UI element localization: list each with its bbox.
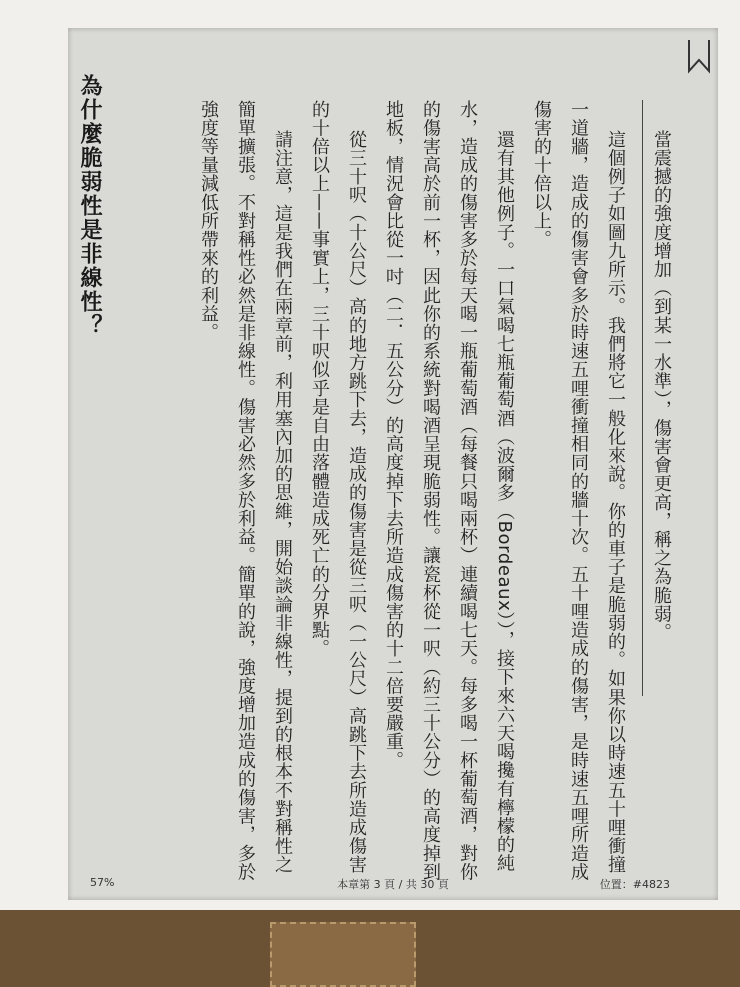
- text-line: 這個例子如圖九所示。我們將它一般化來說。你的車子是脆弱的。如果你以時速五十哩衝撞: [605, 130, 626, 874]
- text-line: 地板，情況會比從一吋（二．五公分）的高度掉下去所造成傷害的十二倍要嚴重。: [383, 100, 404, 770]
- text-line: 從三十呎（十公尺）高的地方跳下去，造成的傷害是從三呎（一公尺）高跳下去所造成傷害: [346, 130, 367, 874]
- text-line: 還有其他例子。一口氣喝七瓶葡萄酒（波爾多（Bordeaux）），接下來六天喝攙有檸檬的純: [494, 130, 515, 873]
- callout-text: 當震撼的強度增加（到某一水準），傷害會更高，稱之為脆弱。: [642, 100, 680, 696]
- text-line: 的十倍以上——事實上，三十呎似乎是自由落體造成死亡的分界點。: [309, 100, 330, 658]
- text-line: 簡單擴張。不對稱性必然是非線性。傷害必然多於利益。簡單的說，強度增加造成的傷害，多於: [235, 100, 256, 882]
- text-line: 的傷害高於前一杯，因此你的系統對喝酒呈現脆弱性。讓瓷杯從一呎（約三十公分）的高度掉到: [420, 100, 441, 882]
- section-heading: 為什麼脆弱性是非線性？: [77, 74, 102, 338]
- text-columns: [190, 100, 680, 900]
- bookmark-icon[interactable]: [686, 38, 712, 74]
- text-line: 水，造成的傷害多於每天喝一瓶葡萄酒（每餐只喝兩杯）連續喝七天。每多喝一杯葡萄酒，對你: [457, 100, 478, 882]
- text-line: 一道牆，造成的傷害會多於時速五哩衝撞相同的牆十次。五十哩造成的傷害，是時速五哩所造成: [568, 100, 589, 882]
- location-indicator: 位置：#4823: [599, 878, 670, 891]
- page-indicator: 本章第 3 頁 / 共 30 頁: [337, 878, 449, 891]
- case-strap: [270, 922, 416, 987]
- reader-screen[interactable]: [68, 28, 718, 900]
- text-line: 強度等量減低所帶來的利益。: [198, 100, 219, 342]
- text-line: 傷害的十倍以上。: [531, 100, 552, 249]
- status-footer: [68, 876, 718, 894]
- text-line: 請注意，這是我們在兩章前，利用塞內加的思維，開始談論非線性，提到的根本不對稱性之: [272, 130, 293, 874]
- reading-progress: 57%: [90, 876, 115, 889]
